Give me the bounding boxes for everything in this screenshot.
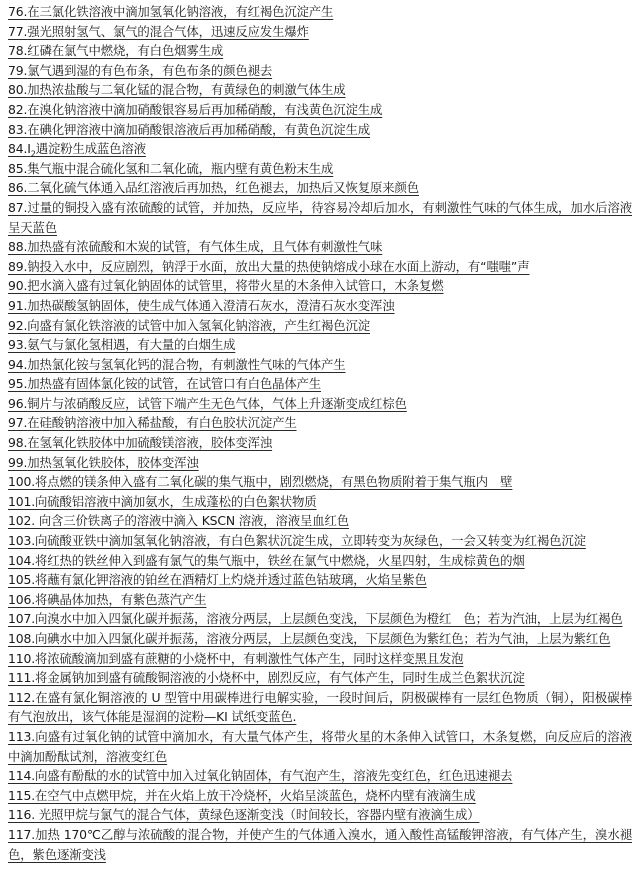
list-item (8, 120, 632, 140)
item-text: 遇淀粉生成蓝色溶液 (35, 141, 146, 157)
list-item (8, 316, 632, 336)
item-content (8, 318, 370, 333)
item-content (8, 102, 382, 117)
list-item (8, 570, 632, 590)
item-content (8, 827, 632, 862)
item-content (8, 200, 632, 235)
item-content (8, 82, 346, 97)
item-content (8, 788, 476, 803)
item-content (8, 141, 146, 159)
item-content (8, 298, 394, 313)
list-item (8, 100, 632, 120)
item-number: 110. (8, 650, 35, 666)
item-content (8, 24, 309, 39)
list-item (8, 511, 632, 531)
item-formula: I (27, 141, 31, 157)
list-item (8, 649, 632, 669)
item-number: 87. (8, 199, 28, 215)
item-number: 115. (8, 787, 35, 803)
item-text: 加热浓盐酸与二氧化锰的混合物，有黄绿色的刺激气体生成 (27, 82, 346, 98)
list-item (8, 237, 632, 257)
item-number: 103. (8, 533, 35, 549)
list-item (8, 590, 632, 610)
list-item (8, 80, 632, 100)
list-item (8, 825, 632, 864)
item-text: 将点燃的镁条伸入盛有二氧化碳的集气瓶中，剧烈燃烧，有黑色物质附着于集气瓶内 壁 (35, 474, 513, 490)
item-number: 105. (8, 572, 35, 588)
item-content (8, 631, 610, 646)
item-text: 在硅酸钠溶液中加入稀盐酸，有白色胶状沉淀产生 (27, 415, 297, 431)
experiment-phenomena-list (8, 2, 632, 864)
item-text: 向盛有酚酞的水的试管中加入过氧化钠固体，有气泡产生，溶液先变红色，红色迅速褪去 (35, 768, 513, 784)
item-text: 加热氢氧化铁胶体，胶体变浑浊 (27, 454, 199, 470)
item-content (8, 533, 586, 548)
list-item (8, 492, 632, 512)
item-subscript: 2 (30, 149, 36, 159)
item-text: 在空气中点燃甲烷，并在火焰上放干冷烧杯，火焰呈淡蓝色，烧杯内壁有液滴生成 (35, 787, 476, 803)
item-text: 向盛有过氧化钠的试管中滴加水，有大量气体产生，将带火星的木条伸入试管口，木条复燃，向反应后的溶液中滴加酚酞试剂，溶液变红色 (8, 728, 632, 764)
item-content (8, 259, 529, 274)
item-number: 79. (8, 62, 28, 78)
item-text: 二氧化硫气体通入品红溶液后再加热，红色褪去，加热后又恢复原来颜色 (27, 180, 419, 196)
item-number: 86. (8, 180, 28, 196)
item-text: 过量的铜投入盛有浓硫酸的试管，并加热，反应毕，待容易冷却后加水，有刺激性气味的气体生成，加水后溶液呈天蓝色 (8, 199, 632, 235)
item-content (8, 278, 443, 293)
item-number: 91. (8, 297, 28, 313)
item-content (8, 396, 407, 411)
item-content (8, 729, 632, 764)
item-number: 108. (8, 631, 35, 646)
item-text: 在溴化钠溶液中滴加硝酸银容易后再加稀硝酸，有浅黄色沉淀生成 (27, 101, 383, 117)
item-number: 78. (8, 43, 28, 59)
item-content (8, 651, 463, 666)
item-number: 102. (8, 513, 35, 529)
item-text: 将红热的铁丝伸入到盛有氯气的集气瓶中，铁丝在氯气中燃烧，火星四射，生成棕黄色的烟 (35, 552, 525, 568)
list-item (8, 453, 632, 473)
item-number: 113. (8, 728, 35, 744)
list-item (8, 257, 632, 277)
item-text: 氯气遇到湿的有色布条，有色布条的颜色褪去 (27, 62, 273, 78)
item-content (8, 376, 321, 391)
item-content (8, 690, 632, 725)
item-number: 97. (8, 415, 28, 431)
list-item (8, 394, 632, 414)
item-text: 向溴水中加入四氯化碳并振荡，溶液分两层，上层颜色变浅，下层颜色为橙红 色；若为汽油，上层为红褐色 (35, 611, 623, 627)
item-content (8, 768, 512, 783)
item-number: 111. (8, 670, 35, 686)
list-item (8, 61, 632, 81)
item-text: 向盛有氯化铁溶液的试管中加入氢氧化钠溶液，产生红褐色沉淀 (27, 317, 371, 333)
list-item (8, 805, 632, 825)
item-text: 向碘水中加入四氯化碳并振荡，溶液分两层，上层颜色变浅，下层颜色为紫红色；若为气油，上层为紫红色 (35, 631, 611, 646)
item-number: 117. (8, 826, 35, 842)
item-number: 104. (8, 552, 35, 568)
list-item (8, 198, 632, 237)
item-text: 集气瓶中混合硫化氢和二氧化硫，瓶内壁有黄色粉末生成 (27, 160, 334, 176)
item-text: 光照甲烷与氯气的混合气体，黄绿色逐渐变浅（时间较长，容器内壁有液滴生成） (35, 807, 480, 823)
item-text: 加热氯化铵与氢氧化钙的混合物，有刺激性气味的气体产生 (27, 356, 346, 372)
item-number: 82. (8, 101, 28, 117)
item-text: 铜片与浓硝酸反应，试管下端产生无色气体，气体上升逐渐变成红棕色 (27, 395, 407, 411)
item-number: 94. (8, 356, 28, 372)
item-content (8, 180, 419, 195)
list-item (8, 609, 632, 629)
item-text: 将碘晶体加热，有紫色蒸汽产生 (35, 591, 207, 607)
item-text: 在盛有氯化铜溶液的 U 型管中用碳棒进行电解实验，一段时间后，阴极碳棒有一层红色物质（铜），阳极碳棒有气泡放出，该气体能是湿润的淀粉—KI 试纸变蓝色. (8, 689, 632, 725)
item-number: 80. (8, 82, 28, 98)
list-item (8, 629, 632, 649)
item-content (8, 513, 349, 528)
item-text: 向硫酸亚铁中滴加氢氧化钠溶液，有白色絮状沉淀生成，立即转变为灰绿色，一会又转变为红褐色沉淀 (35, 533, 586, 549)
item-text: 把水滴入盛有过氧化钠固体的试管里，将带火星的木条伸入试管口，木条复燃 (27, 278, 444, 294)
item-number: 92. (8, 317, 28, 333)
list-item (8, 551, 632, 571)
item-text: 将蘸有氯化钾溶液的铂丝在酒精灯上灼烧并透过蓝色钴玻璃，火焰呈紫色 (35, 572, 427, 588)
item-text: 将金属钠加到盛有硫酸铜溶液的小烧杯中，剧烈反应，有气体产生，同时生成兰色絮状沉淀 (35, 670, 525, 686)
list-item (8, 22, 632, 42)
item-text: 在碘化钾溶液中滴加硝酸银溶液后再加稀硝酸，有黄色沉淀生成 (27, 121, 371, 137)
item-text: 在氢氧化铁胶体中加硫酸镁溶液，胶体变浑浊 (27, 435, 273, 451)
item-text: 加热盛有浓硫酸和木炭的试管，有气体生成，且气体有刺激性气味 (27, 239, 383, 255)
item-number: 99. (8, 454, 28, 470)
list-item (8, 178, 632, 198)
item-number: 83. (8, 121, 28, 137)
item-number: 107. (8, 611, 35, 627)
item-content (8, 435, 272, 450)
list-item (8, 668, 632, 688)
item-content (8, 474, 512, 489)
item-text: 加热碳酸氢钠固体，使生成气体通入澄清石灰水，澄清石灰水变浑浊 (27, 297, 395, 313)
list-item (8, 355, 632, 375)
item-number: 85. (8, 160, 28, 176)
item-content (8, 239, 382, 254)
item-number: 114. (8, 768, 35, 784)
item-content (8, 122, 370, 137)
item-content (8, 4, 333, 19)
item-number: 90. (8, 278, 28, 294)
item-text: 氨气与氯化氢相遇，有大量的白烟生成 (27, 337, 236, 353)
list-item (8, 374, 632, 394)
item-number: 93. (8, 337, 28, 353)
list-item (8, 296, 632, 316)
item-number: 84. (8, 141, 28, 157)
list-item (8, 159, 632, 179)
item-text: 加热盛有固体氯化铵的试管，在试管口有白色晶体产生 (27, 376, 322, 392)
item-content (8, 357, 346, 372)
item-content (8, 63, 272, 78)
list-item (8, 786, 632, 806)
list-item (8, 433, 632, 453)
item-text: 向含三价铁离子的溶液中滴入 KSCN 溶液，溶液呈血红色 (35, 513, 349, 529)
list-item (8, 41, 632, 61)
item-text: 钠投入水中，反应剧烈，钠浮于水面，放出大量的热使钠熔成小球在水面上游动，有“嗤嗤”声 (27, 258, 530, 274)
item-number: 96. (8, 395, 28, 411)
item-number: 98. (8, 435, 28, 451)
item-content (8, 572, 427, 587)
item-number: 89. (8, 258, 28, 274)
list-item (8, 472, 632, 492)
list-item (8, 413, 632, 433)
item-number: 112. (8, 689, 35, 705)
item-text: 加热 170℃乙醇与浓硫酸的混合物，并使产生的气体通入溴水，通入酸性高锰酸钾溶液，有气体产生，溴水褪色，紫色逐渐变浅 (8, 826, 632, 862)
item-number: 76. (8, 4, 28, 19)
item-number: 116. (8, 807, 35, 823)
list-item (8, 688, 632, 727)
item-content (8, 611, 623, 626)
list-item (8, 139, 632, 159)
item-content (8, 455, 199, 470)
item-text: 将浓硫酸滴加到盛有蔗糖的小烧杯中，有刺激性气体产生，同时这样变黑且发泡 (35, 650, 464, 666)
item-number: 106. (8, 591, 35, 607)
item-number: 100. (8, 474, 35, 490)
item-number: 95. (8, 376, 28, 392)
item-text: 强光照射氢气、氯气的混合气体，迅速反应发生爆炸 (27, 23, 309, 39)
list-item (8, 766, 632, 786)
list-item (8, 531, 632, 551)
list-item (8, 335, 632, 355)
item-number: 77. (8, 23, 28, 39)
item-text: 向硫酸铝溶液中滴加氨水，生成蓬松的白色絮状物质 (35, 493, 317, 509)
item-content (8, 494, 317, 509)
item-content (8, 592, 206, 607)
item-number: 101. (8, 493, 35, 509)
list-item (8, 727, 632, 766)
item-content (8, 807, 479, 822)
item-content (8, 337, 235, 352)
item-content (8, 43, 223, 58)
item-number: 88. (8, 239, 28, 255)
item-text: 在三氯化铁溶液中滴加氢氧化钠溶液，有红褐色沉淀产生 (27, 4, 334, 19)
item-content (8, 415, 297, 430)
item-content (8, 161, 333, 176)
item-text: 红磷在氯气中燃烧，有白色烟雾生成 (27, 43, 224, 59)
list-item (8, 276, 632, 296)
list-item (8, 2, 632, 22)
item-content (8, 553, 525, 568)
item-content (8, 670, 525, 685)
